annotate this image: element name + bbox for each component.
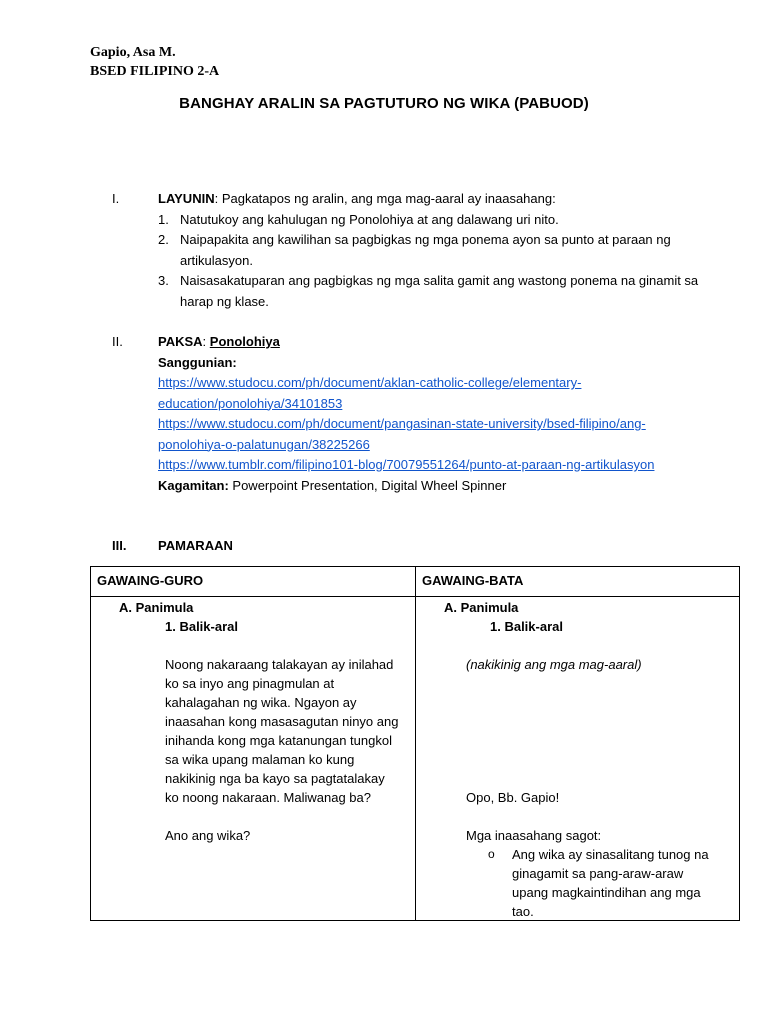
- objective-number: 2.: [158, 232, 169, 247]
- topic-line: [158, 332, 712, 353]
- section-pamaraan: [112, 536, 712, 557]
- teacher-step-heading: 1. Balik-aral: [165, 619, 238, 634]
- objective-number: 1.: [158, 211, 169, 227]
- answer-line: Ang wika ay sinasalitang tunog na: [512, 847, 709, 862]
- teacher-paragraph: [165, 655, 415, 807]
- author-name: Gapio, Asa M.: [90, 45, 176, 60]
- procedure-table: [90, 566, 740, 921]
- source-link[interactable]: https://www.studocu.com/ph/document/pangasinan-state-university/bsed-filipino/ang-ponolohiya-o-palatunugan/38225266: [158, 416, 646, 452]
- table-row: [91, 597, 740, 921]
- table-header-row: [91, 567, 740, 597]
- section-paksa: [112, 332, 712, 496]
- source-link[interactable]: https://www.studocu.com/ph/document/aklan-catholic-college/elementary-education/ponolohiya/34101853: [158, 375, 582, 411]
- answer-line: ginagamit sa pang-araw-araw: [512, 866, 684, 881]
- objective-item: [158, 271, 700, 312]
- materials-line: [158, 476, 712, 497]
- list-item: [488, 845, 738, 921]
- teacher-question: Ano ang wika?: [165, 828, 251, 843]
- student-part-heading: A. Panimula: [444, 600, 519, 615]
- objectives-label: LAYUNIN: [158, 191, 215, 206]
- teacher-cell: [91, 597, 416, 921]
- student-column-header: GAWAING-BATA: [416, 567, 740, 597]
- author-course: BSED FILIPINO 2-A: [90, 64, 220, 79]
- section-numeral: III.: [112, 538, 127, 553]
- answer-line: tao.: [512, 904, 534, 919]
- objective-text: Naisasakatuparan ang pagbigkas ng mga salita gamit ang wastong ponema na ginamit sa harap ng klase.: [180, 273, 699, 309]
- teacher-part-heading: A. Panimula: [119, 600, 194, 615]
- objectives-intro-text: : Pagkatapos ng aralin, ang mga mag-aaral ay inaasahang:: [214, 191, 556, 206]
- student-note: (nakikinig ang mga mag-aaral): [466, 657, 642, 672]
- document-title: BANGHAY ARALIN SA PAGTUTURO NG WIKA (PABUOD): [179, 95, 589, 112]
- materials-value: Powerpoint Presentation, Digital Wheel Spinner: [228, 477, 507, 493]
- objective-item: [158, 230, 700, 271]
- objective-number: 3.: [158, 273, 169, 288]
- teacher-line: ko noong nakaraan. Maliwanag ba?: [165, 790, 371, 805]
- procedure-label: PAMARAAN: [158, 538, 233, 553]
- objective-text: Natutukoy ang kahulugan ng Ponolohiya at ang dalawang uri nito.: [180, 211, 559, 227]
- section-layunin: [112, 189, 712, 312]
- teacher-line: ko sa inyo ang pinagmulan at: [165, 676, 335, 691]
- topic-value: Ponolohiya: [209, 334, 280, 349]
- student-cell: [416, 597, 740, 921]
- student-reply: Opo, Bb. Gapio!: [466, 790, 560, 805]
- teacher-line: kahalagahan ng wika. Ngayon ay: [165, 695, 357, 710]
- topic-colon: :: [202, 334, 210, 349]
- objectives-intro: [158, 189, 712, 210]
- teacher-line: nakikinig nga ba kayo sa pagtatalakay: [165, 771, 385, 786]
- teacher-line: sa wika upang malaman ko kung: [165, 752, 355, 767]
- source-link[interactable]: https://www.tumblr.com/filipino101-blog/70079551264/punto-at-paraan-ng-artikulasyon: [158, 457, 655, 472]
- teacher-line: Noong nakaraang talakayan ay inilahad: [165, 657, 394, 672]
- materials-label: Kagamitan:: [158, 477, 229, 493]
- teacher-line: inihanda kong mga katanungan tungkol: [165, 733, 392, 748]
- expected-answers-list: [488, 845, 738, 921]
- objective-item: [158, 210, 700, 231]
- section-numeral: I.: [112, 191, 120, 206]
- sources-label: Sanggunian:: [158, 354, 237, 370]
- section-numeral: II.: [112, 334, 123, 349]
- expected-answers-label: Mga inaasahang sagot:: [466, 828, 602, 843]
- objectives-list: [158, 210, 712, 313]
- topic-label: PAKSA: [158, 334, 203, 349]
- sources-list: [158, 373, 678, 476]
- teacher-column-header: GAWAING-GURO: [91, 567, 416, 597]
- answer-line: upang magkaintindihan ang mga: [512, 885, 701, 900]
- author-block: [90, 43, 219, 81]
- bullet-circle-icon: o: [488, 847, 495, 861]
- student-step-heading: 1. Balik-aral: [490, 619, 563, 634]
- objective-text: Naipapakita ang kawilihan sa pagbigkas ng mga ponema ayon sa punto at paraan ng artikulasyon.: [180, 232, 671, 268]
- teacher-line: inaasahan kong masasagutan ninyo ang: [165, 714, 399, 729]
